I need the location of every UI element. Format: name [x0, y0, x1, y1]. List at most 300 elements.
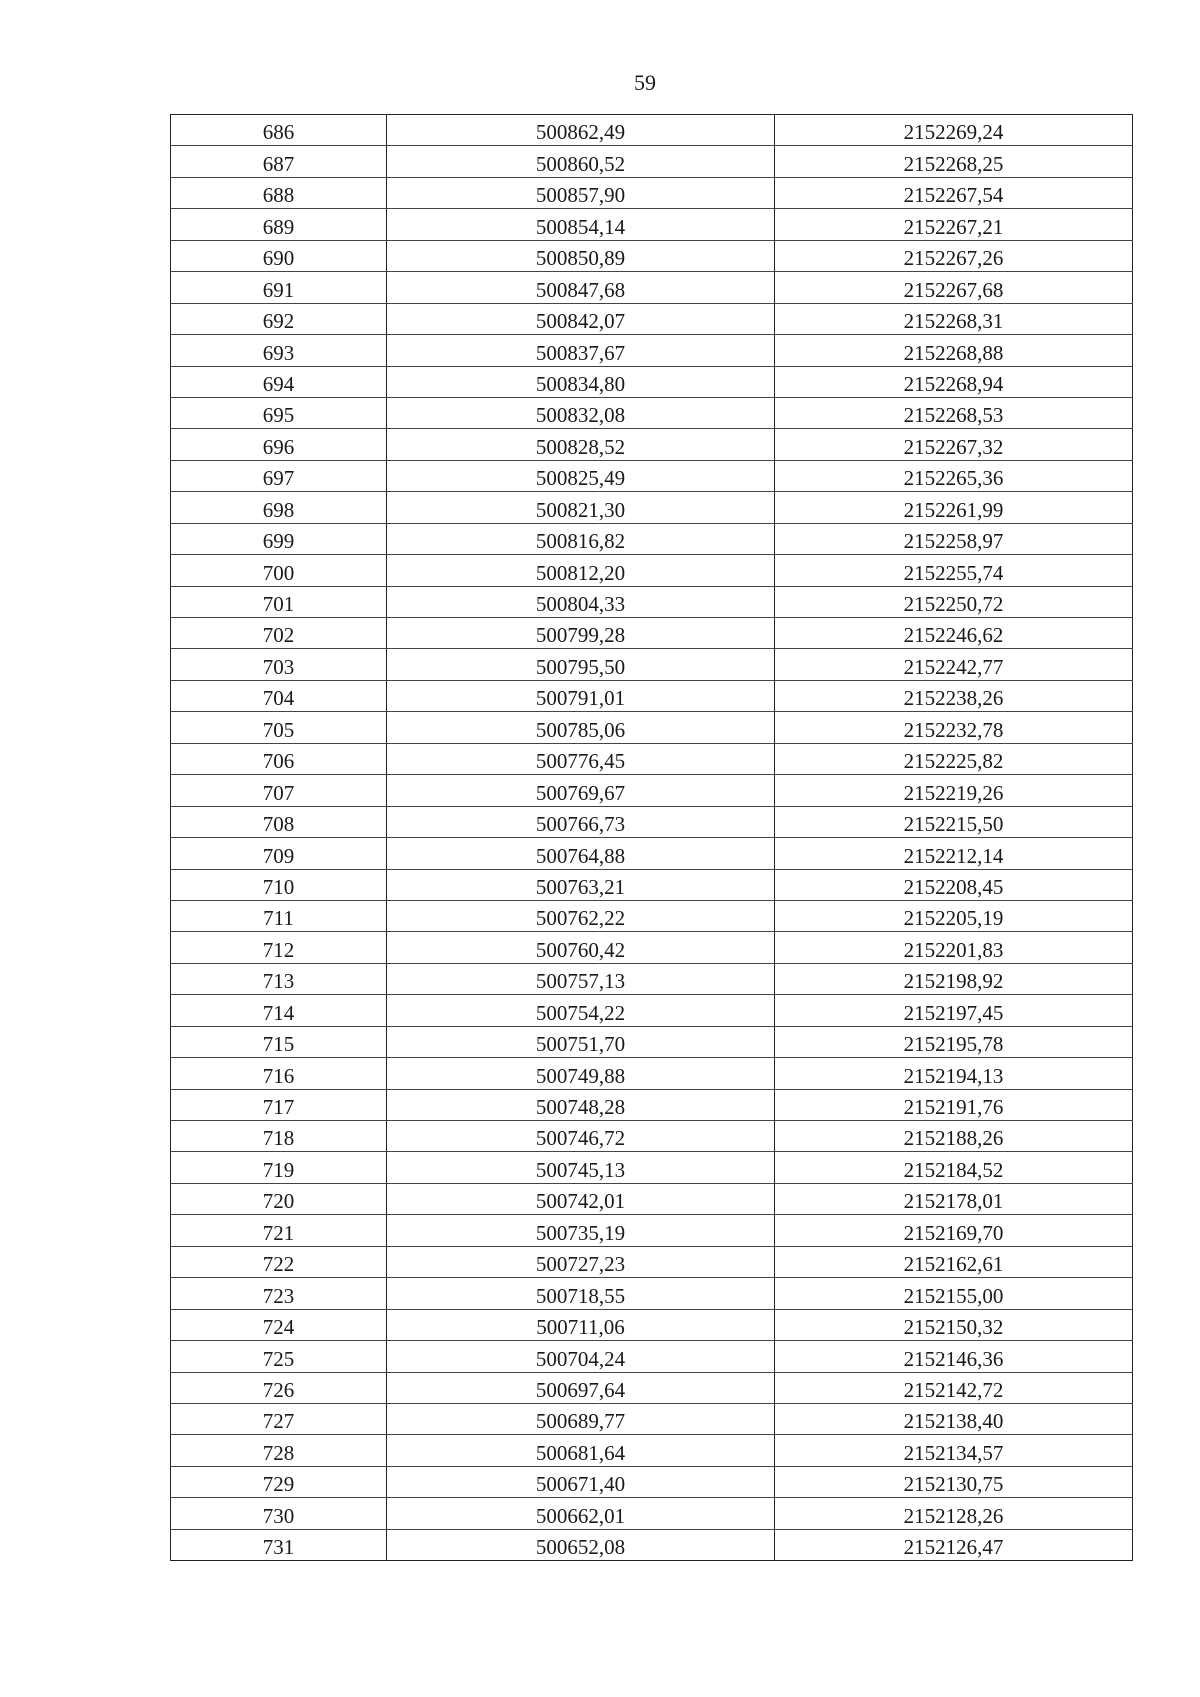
table-row	[171, 1183, 1133, 1214]
point-number-text: 717	[262, 1095, 295, 1119]
table-row	[171, 492, 1133, 523]
x-coordinate-text: 500795,50	[535, 654, 626, 679]
y-coordinate-text: 2152267,68	[903, 277, 1004, 302]
point-number-cell	[171, 869, 387, 900]
table-row	[171, 335, 1133, 366]
table-row	[171, 240, 1133, 271]
y-coordinate-cell	[775, 1121, 1133, 1152]
point-number-cell	[171, 1278, 387, 1309]
y-coordinate-cell	[775, 1058, 1133, 1089]
x-coordinate-cell	[387, 618, 775, 649]
table-row	[171, 900, 1133, 931]
point-number-text: 729	[262, 1472, 295, 1497]
y-coordinate-text: 2152128,26	[903, 1503, 1004, 1528]
table-row	[171, 806, 1133, 837]
point-number-cell	[171, 1121, 387, 1152]
x-coordinate-text: 500742,01	[535, 1189, 626, 1214]
point-number-text: 693	[262, 340, 295, 365]
point-number-text: 688	[262, 183, 295, 208]
x-coordinate-text: 500763,21	[535, 874, 626, 899]
point-number-text: 720	[262, 1189, 295, 1214]
x-coordinate-cell	[387, 460, 775, 491]
y-coordinate-text: 2152261,99	[903, 497, 1004, 522]
x-coordinate-text: 500764,88	[535, 843, 626, 868]
point-number-text: 704	[262, 686, 295, 711]
y-coordinate-text: 2152232,78	[903, 717, 1004, 742]
coordinates-table-body	[171, 115, 1133, 1561]
x-coordinate-text: 500837,67	[535, 340, 626, 365]
x-coordinate-text: 500711,06	[536, 1315, 625, 1340]
x-coordinate-cell	[387, 1403, 775, 1434]
point-number-cell	[171, 995, 387, 1026]
y-coordinate-text: 2152197,45	[903, 1000, 1004, 1025]
x-coordinate-text: 500860,52	[535, 151, 626, 176]
point-number-text: 705	[262, 717, 295, 742]
point-number-text: 706	[262, 749, 295, 774]
point-number-cell	[171, 743, 387, 774]
x-coordinate-cell	[387, 1466, 775, 1497]
point-number-cell	[171, 806, 387, 837]
point-number-text: 731	[262, 1535, 295, 1560]
x-coordinate-cell	[387, 397, 775, 428]
table-row	[171, 775, 1133, 806]
x-coordinate-text: 500834,80	[535, 371, 626, 396]
x-coordinate-text: 500704,24	[535, 1346, 626, 1371]
x-coordinate-text: 500766,73	[535, 812, 626, 837]
x-coordinate-cell	[387, 240, 775, 271]
point-number-cell	[171, 366, 387, 397]
y-coordinate-cell	[775, 146, 1133, 177]
x-coordinate-text: 500662,01	[535, 1503, 626, 1528]
point-number-text: 722	[262, 1252, 295, 1277]
point-number-cell	[171, 555, 387, 586]
y-coordinate-cell	[775, 1529, 1133, 1560]
y-coordinate-cell	[775, 303, 1133, 334]
point-number-cell	[171, 712, 387, 743]
x-coordinate-cell	[387, 1309, 775, 1340]
y-coordinate-cell	[775, 1089, 1133, 1120]
x-coordinate-text: 500804,33	[535, 592, 626, 616]
x-coordinate-cell	[387, 209, 775, 240]
x-coordinate-cell	[387, 1215, 775, 1246]
table-row	[171, 397, 1133, 428]
y-coordinate-text: 2152219,26	[903, 780, 1004, 805]
table-row	[171, 366, 1133, 397]
point-number-cell	[171, 1058, 387, 1089]
table-row	[171, 586, 1133, 617]
point-number-text: 687	[262, 151, 295, 176]
point-number-cell	[171, 1089, 387, 1120]
table-row	[171, 115, 1133, 146]
point-number-text: 716	[262, 1063, 295, 1088]
y-coordinate-text: 2152215,50	[903, 812, 1004, 837]
table-row	[171, 272, 1133, 303]
table-row	[171, 146, 1133, 177]
point-number-text: 711	[263, 906, 294, 931]
x-coordinate-text: 500760,42	[535, 937, 626, 962]
x-coordinate-text: 500799,28	[535, 623, 626, 648]
y-coordinate-text: 2152162,61	[903, 1252, 1004, 1277]
x-coordinate-text: 500832,08	[535, 403, 626, 428]
y-coordinate-cell	[775, 1403, 1133, 1434]
x-coordinate-text: 500762,22	[535, 906, 626, 931]
x-coordinate-cell	[387, 177, 775, 208]
x-coordinate-text: 500842,07	[535, 309, 626, 334]
x-coordinate-cell	[387, 806, 775, 837]
x-coordinate-text: 500854,14	[535, 214, 626, 239]
point-number-cell	[171, 1246, 387, 1277]
x-coordinate-text: 500816,82	[535, 529, 626, 554]
y-coordinate-cell	[775, 775, 1133, 806]
table-row	[171, 429, 1133, 460]
y-coordinate-cell	[775, 115, 1133, 146]
table-row	[171, 618, 1133, 649]
point-number-text: 686	[262, 120, 295, 145]
y-coordinate-text: 2152255,74	[903, 560, 1004, 585]
table-row	[171, 1466, 1133, 1497]
y-coordinate-text: 2152146,36	[903, 1346, 1004, 1371]
y-coordinate-cell	[775, 806, 1133, 837]
point-number-cell	[171, 649, 387, 680]
table-row	[171, 177, 1133, 208]
x-coordinate-cell	[387, 1278, 775, 1309]
x-coordinate-text: 500718,55	[535, 1283, 626, 1308]
point-number-text: 696	[262, 434, 295, 459]
table-row	[171, 963, 1133, 994]
x-coordinate-cell	[387, 712, 775, 743]
y-coordinate-text: 2152242,77	[903, 654, 1004, 679]
y-coordinate-cell	[775, 523, 1133, 554]
x-coordinate-cell	[387, 1183, 775, 1214]
point-number-cell	[171, 1372, 387, 1403]
point-number-cell	[171, 586, 387, 617]
table-row	[171, 932, 1133, 963]
x-coordinate-text: 500821,30	[535, 497, 626, 522]
table-row	[171, 1246, 1133, 1277]
y-coordinate-cell	[775, 492, 1133, 523]
table-row	[171, 1215, 1133, 1246]
x-coordinate-text: 500671,40	[535, 1472, 626, 1497]
x-coordinate-cell	[387, 492, 775, 523]
y-coordinate-text: 2152267,54	[903, 183, 1004, 208]
point-number-text: 707	[262, 780, 295, 805]
y-coordinate-text: 2152268,31	[903, 309, 1004, 334]
point-number-cell	[171, 1152, 387, 1183]
y-coordinate-cell	[775, 618, 1133, 649]
point-number-cell	[171, 272, 387, 303]
y-coordinate-text: 2152267,26	[903, 246, 1004, 271]
table-row	[171, 838, 1133, 869]
table-row	[171, 523, 1133, 554]
point-number-text: 701	[262, 592, 295, 616]
point-number-text: 695	[262, 403, 295, 428]
y-coordinate-text: 2152188,26	[903, 1126, 1004, 1151]
table-row	[171, 712, 1133, 743]
y-coordinate-cell	[775, 460, 1133, 491]
y-coordinate-text: 2152138,40	[903, 1409, 1004, 1434]
point-number-text: 698	[262, 497, 295, 522]
y-coordinate-text: 2152208,45	[903, 874, 1004, 899]
table-row	[171, 1121, 1133, 1152]
point-number-cell	[171, 1026, 387, 1057]
x-coordinate-text: 500857,90	[535, 183, 626, 208]
y-coordinate-cell	[775, 177, 1133, 208]
x-coordinate-text: 500825,49	[535, 466, 626, 491]
y-coordinate-text: 2152150,32	[903, 1315, 1004, 1340]
table-row	[171, 460, 1133, 491]
x-coordinate-cell	[387, 366, 775, 397]
point-number-cell	[171, 460, 387, 491]
y-coordinate-text: 2152238,26	[903, 686, 1004, 711]
point-number-text: 721	[262, 1220, 295, 1245]
x-coordinate-cell	[387, 932, 775, 963]
point-number-text: 709	[262, 843, 295, 868]
point-number-text: 718	[262, 1126, 295, 1151]
point-number-text: 719	[262, 1157, 295, 1182]
point-number-text: 715	[262, 1032, 295, 1057]
y-coordinate-text: 2152194,13	[903, 1063, 1004, 1088]
x-coordinate-text: 500812,20	[535, 560, 626, 585]
x-coordinate-text: 500785,06	[535, 717, 626, 742]
point-number-text: 697	[262, 466, 295, 491]
x-coordinate-text: 500735,19	[535, 1220, 626, 1245]
x-coordinate-cell	[387, 743, 775, 774]
table-row	[171, 743, 1133, 774]
y-coordinate-cell	[775, 209, 1133, 240]
y-coordinate-text: 2152265,36	[903, 466, 1004, 491]
table-row	[171, 649, 1133, 680]
table-row	[171, 1058, 1133, 1089]
point-number-text: 689	[262, 214, 295, 239]
x-coordinate-cell	[387, 272, 775, 303]
y-coordinate-cell	[775, 1246, 1133, 1277]
x-coordinate-text: 500828,52	[535, 434, 626, 459]
point-number-text: 730	[262, 1503, 295, 1528]
x-coordinate-text: 500697,64	[535, 1377, 626, 1402]
x-coordinate-cell	[387, 869, 775, 900]
y-coordinate-text: 2152191,76	[903, 1095, 1004, 1119]
y-coordinate-text: 2152142,72	[903, 1377, 1004, 1402]
point-number-cell	[171, 429, 387, 460]
x-coordinate-cell	[387, 1246, 775, 1277]
y-coordinate-cell	[775, 743, 1133, 774]
point-number-text: 726	[262, 1377, 295, 1402]
point-number-text: 725	[262, 1346, 295, 1371]
point-number-cell	[171, 523, 387, 554]
y-coordinate-cell	[775, 586, 1133, 617]
x-coordinate-cell	[387, 995, 775, 1026]
y-coordinate-cell	[775, 932, 1133, 963]
point-number-text: 728	[262, 1440, 295, 1465]
y-coordinate-text: 2152258,97	[903, 529, 1004, 554]
table-row	[171, 1498, 1133, 1529]
y-coordinate-text: 2152267,21	[903, 214, 1004, 239]
x-coordinate-text: 500754,22	[535, 1000, 626, 1025]
x-coordinate-cell	[387, 1529, 775, 1560]
point-number-text: 714	[262, 1000, 295, 1025]
point-number-cell	[171, 775, 387, 806]
y-coordinate-text: 2152269,24	[903, 120, 1004, 145]
y-coordinate-cell	[775, 963, 1133, 994]
table-row	[171, 1089, 1133, 1120]
point-number-cell	[171, 1498, 387, 1529]
y-coordinate-cell	[775, 712, 1133, 743]
y-coordinate-text: 2152268,94	[903, 371, 1004, 396]
x-coordinate-cell	[387, 1058, 775, 1089]
x-coordinate-text: 500776,45	[535, 749, 626, 774]
point-number-cell	[171, 240, 387, 271]
y-coordinate-cell	[775, 1309, 1133, 1340]
point-number-text: 703	[262, 654, 295, 679]
x-coordinate-cell	[387, 775, 775, 806]
y-coordinate-text: 2152126,47	[903, 1535, 1004, 1560]
x-coordinate-cell	[387, 838, 775, 869]
point-number-cell	[171, 1466, 387, 1497]
point-number-text: 700	[262, 560, 295, 585]
x-coordinate-text: 500748,28	[535, 1095, 626, 1119]
x-coordinate-text: 500862,49	[535, 120, 626, 145]
x-coordinate-cell	[387, 1089, 775, 1120]
y-coordinate-text: 2152198,92	[903, 969, 1004, 994]
table-row	[171, 1372, 1133, 1403]
point-number-text: 702	[262, 623, 295, 648]
point-number-cell	[171, 492, 387, 523]
y-coordinate-cell	[775, 335, 1133, 366]
point-number-text: 692	[262, 309, 295, 334]
table-row	[171, 995, 1133, 1026]
point-number-cell	[171, 680, 387, 711]
y-coordinate-cell	[775, 1152, 1133, 1183]
y-coordinate-text: 2152225,82	[903, 749, 1004, 774]
coordinates-table	[170, 114, 1133, 1561]
page-number: 59	[634, 70, 656, 95]
point-number-cell	[171, 1403, 387, 1434]
point-number-cell	[171, 1529, 387, 1560]
x-coordinate-text: 500850,89	[535, 246, 626, 271]
table-row	[171, 1309, 1133, 1340]
point-number-text: 713	[262, 969, 295, 994]
y-coordinate-cell	[775, 1466, 1133, 1497]
x-coordinate-cell	[387, 586, 775, 617]
y-coordinate-cell	[775, 555, 1133, 586]
y-coordinate-cell	[775, 397, 1133, 428]
point-number-text: 690	[262, 246, 295, 271]
x-coordinate-cell	[387, 963, 775, 994]
y-coordinate-cell	[775, 366, 1133, 397]
x-coordinate-cell	[387, 1026, 775, 1057]
x-coordinate-cell	[387, 680, 775, 711]
x-coordinate-cell	[387, 429, 775, 460]
y-coordinate-cell	[775, 838, 1133, 869]
point-number-cell	[171, 115, 387, 146]
x-coordinate-cell	[387, 1121, 775, 1152]
point-number-cell	[171, 397, 387, 428]
x-coordinate-cell	[387, 1372, 775, 1403]
y-coordinate-text: 2152178,01	[903, 1189, 1004, 1214]
y-coordinate-text: 2152212,14	[903, 843, 1004, 868]
point-number-text: 691	[262, 277, 295, 302]
x-coordinate-cell	[387, 900, 775, 931]
table-row	[171, 209, 1133, 240]
y-coordinate-text: 2152134,57	[903, 1440, 1004, 1465]
x-coordinate-cell	[387, 146, 775, 177]
point-number-text: 724	[262, 1315, 295, 1340]
y-coordinate-cell	[775, 869, 1133, 900]
point-number-cell	[171, 303, 387, 334]
x-coordinate-text: 500745,13	[535, 1157, 626, 1182]
y-coordinate-cell	[775, 1498, 1133, 1529]
table-row	[171, 1435, 1133, 1466]
y-coordinate-text: 2152201,83	[903, 937, 1004, 962]
point-number-cell	[171, 838, 387, 869]
x-coordinate-cell	[387, 649, 775, 680]
x-coordinate-cell	[387, 1341, 775, 1372]
x-coordinate-text: 500791,01	[535, 686, 626, 711]
y-coordinate-text: 2152130,75	[903, 1472, 1004, 1497]
x-coordinate-cell	[387, 1435, 775, 1466]
y-coordinate-text: 2152246,62	[903, 623, 1004, 648]
y-coordinate-text: 2152268,25	[903, 151, 1004, 176]
point-number-cell	[171, 177, 387, 208]
y-coordinate-text: 2152268,53	[903, 403, 1004, 428]
x-coordinate-text: 500652,08	[535, 1535, 626, 1560]
y-coordinate-text: 2152267,32	[903, 434, 1004, 459]
x-coordinate-cell	[387, 555, 775, 586]
table-row	[171, 869, 1133, 900]
point-number-cell	[171, 963, 387, 994]
x-coordinate-text: 500757,13	[535, 969, 626, 994]
table-row	[171, 1529, 1133, 1560]
x-coordinate-cell	[387, 1152, 775, 1183]
table-row	[171, 555, 1133, 586]
table-row	[171, 1026, 1133, 1057]
table-row	[171, 1341, 1133, 1372]
point-number-text: 723	[262, 1283, 295, 1308]
x-coordinate-text: 500751,70	[535, 1032, 626, 1057]
point-number-text: 699	[262, 529, 295, 554]
y-coordinate-cell	[775, 240, 1133, 271]
point-number-cell	[171, 335, 387, 366]
y-coordinate-cell	[775, 1215, 1133, 1246]
y-coordinate-text: 2152205,19	[903, 906, 1004, 931]
x-coordinate-cell	[387, 115, 775, 146]
y-coordinate-cell	[775, 429, 1133, 460]
y-coordinate-cell	[775, 995, 1133, 1026]
x-coordinate-text: 500689,77	[535, 1409, 626, 1434]
point-number-text: 708	[262, 812, 295, 837]
point-number-text: 710	[262, 874, 295, 899]
x-coordinate-text: 500681,64	[535, 1440, 626, 1465]
x-coordinate-text: 500727,23	[535, 1252, 626, 1277]
y-coordinate-cell	[775, 1183, 1133, 1214]
table-row	[171, 303, 1133, 334]
point-number-cell	[171, 1215, 387, 1246]
point-number-text: 727	[262, 1409, 295, 1434]
x-coordinate-text: 500769,67	[535, 780, 626, 805]
x-coordinate-cell	[387, 303, 775, 334]
y-coordinate-cell	[775, 1372, 1133, 1403]
y-coordinate-text: 2152250,72	[903, 592, 1004, 616]
y-coordinate-text: 2152195,78	[903, 1032, 1004, 1057]
point-number-cell	[171, 209, 387, 240]
y-coordinate-cell	[775, 649, 1133, 680]
x-coordinate-cell	[387, 523, 775, 554]
y-coordinate-text: 2152268,88	[903, 340, 1004, 365]
point-number-text: 712	[262, 937, 295, 962]
y-coordinate-text: 2152184,52	[903, 1157, 1004, 1182]
point-number-cell	[171, 146, 387, 177]
point-number-cell	[171, 932, 387, 963]
